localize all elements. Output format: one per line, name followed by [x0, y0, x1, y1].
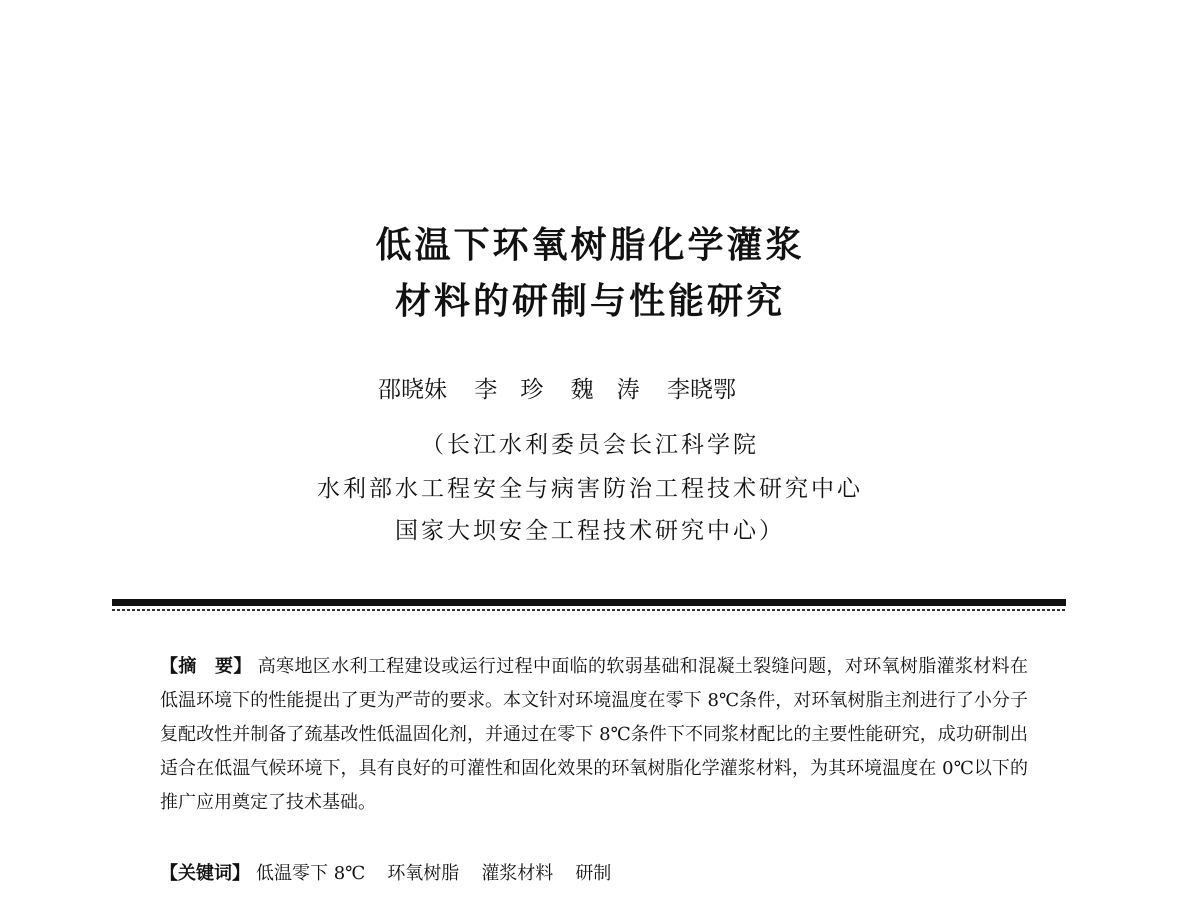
keyword: 环氧树脂 [387, 863, 460, 884]
author-name: 李 珍 [474, 377, 544, 403]
affiliation-line-2: 水利部水工程安全与病害防治工程技术研究中心 [317, 476, 863, 502]
keyword: 研制 [575, 863, 612, 884]
author-list [378, 375, 756, 405]
author-name: 魏 涛 [570, 377, 640, 403]
section-divider-thin [112, 609, 1066, 611]
abstract [160, 650, 1028, 820]
keywords [160, 858, 633, 890]
paper-title-line-2: 材料的研制与性能研究 [394, 281, 785, 322]
keywords-label: 【关键词】 [160, 863, 250, 884]
paper-title-line-1: 低温下环氧树脂化学灌浆 [375, 225, 805, 266]
author-name: 李晓鄂 [666, 377, 736, 403]
author-name: 邵晓妹 [378, 377, 447, 403]
keyword: 低温零下 8℃ [256, 863, 366, 884]
section-divider-thick [112, 599, 1066, 606]
abstract-label: 【摘 要】 [160, 656, 252, 677]
abstract-text: 高寒地区水利工程建设或运行过程中面临的软弱基础和混凝土裂缝问题，对环氧树脂灌浆材料在低温环境下的性能提出了更为严苛的要求。本文针对环境温度在零下 8℃条件，对环氧树脂主剂进行了小分子复配改性并制备了巯基改性低温固化剂，并通过在零下 8℃条件下不同浆材配比的主要性能研究，成功研制出适合在低温气候环境下，具有良好的可灌性和固化效果的环氧树脂化学灌浆材料，为其环境温度在 0℃以下的推广应用奠定了技术基础。 [160, 656, 1029, 813]
affiliation-line-3: 国家大坝安全工程技术研究中心） [395, 518, 785, 544]
keyword: 灌浆材料 [481, 863, 554, 884]
affiliation-line-1: （长江水利委员会长江科学院 [421, 432, 759, 458]
